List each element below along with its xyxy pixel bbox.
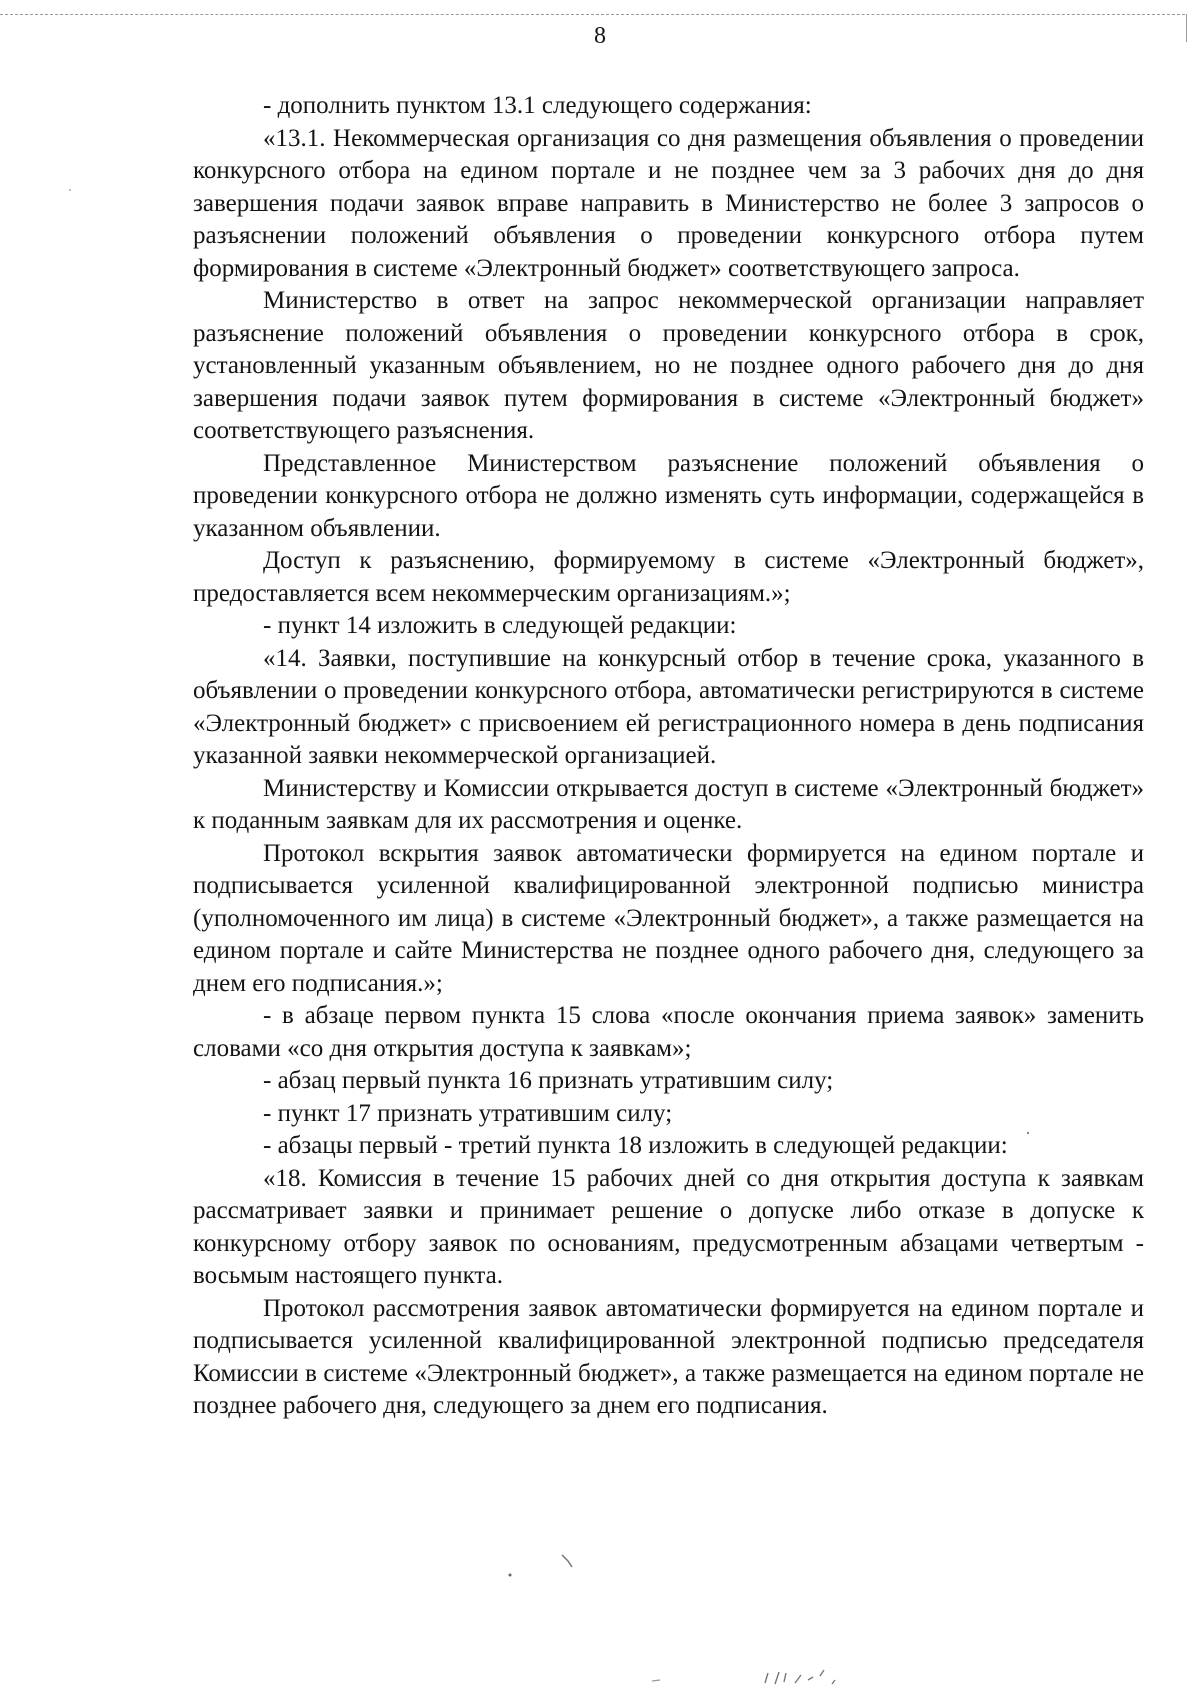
page-number: 8 [594, 23, 606, 49]
scan-top-edge [0, 14, 1185, 15]
paragraph-clarification-limits: Представленное Министерством разъяснение положений объявления о проведении конкурсного отбора не должно изменять суть информации, содержащейся в указанном объявлении. [193, 449, 1144, 542]
paragraph-item-13-1-text: «13.1. Некоммерческая организация со дня размещения объявления о проведении конкурсного отбора на едином портале и не позднее чем за 3 рабочих дня до дня завершения подачи заявок вправе направить в Министерство не более 3 запросов о разъяснении положений объявления о проведении конкурсного отбора путем формирования в системе «Электронный бюджет» соответствующего запроса. [193, 124, 1144, 282]
paragraph-opening-protocol: Протокол вскрытия заявок автоматически формируется на едином портале и подписывается усиленной квалифицированной электронной подписью министра (уполномоченного им лица) в системе «Электронный бюджет», а также размещается на едином портале и сайте Министерства не позднее одного рабочего дня, следующего за днем его подписания.»; [193, 839, 1144, 997]
paragraph-review-protocol: Протокол рассмотрения заявок автоматически формируется на едином портале и подписывается усиленной квалифицированной электронной подписью председателя Комиссии в системе «Электронный бюджет», а также размещается на едином портале не позднее рабочего дня, следующего за днем его подписания. [193, 1294, 1144, 1419]
paragraph-ministry-response: Министерство в ответ на запрос некоммерческой организации направляет разъяснение положений объявления о проведении конкурсного отбора в срок, установленный указанным объявлением, но не позднее одного рабочего дня до дня завершения подачи заявок путем формирования в системе «Электронный бюджет» соответствующего разъяснения. [193, 287, 1144, 444]
paragraph-item-17-repeal: - пункт 17 признать утратившим силу; [263, 1099, 673, 1127]
paragraph-item-15-edit: - в абзаце первом пункта 15 слова «после окончания приема заявок» заменить словами «со дня открытия доступа к заявкам»; [193, 1002, 1144, 1062]
document-body [193, 90, 1144, 1423]
paragraph-add-item-13-1: - дополнить пунктом 13.1 следующего содержания: [263, 92, 812, 119]
paragraph-item-14-text: «14. Заявки, поступившие на конкурсный отбор в течение срока, указанного в объявлении о проведении конкурсного отбора, автоматически регистрируются в системе «Электронный бюджет» с присвоением ей регистрационного номера в день подписания указанной заявки некоммерческой организацией. [193, 644, 1144, 769]
paragraph-item-16-repeal: - абзац первый пункта 16 признать утратившим силу; [263, 1067, 834, 1094]
paragraph-item-14-edit: - пункт 14 изложить в следующей редакции: [263, 612, 737, 639]
paragraph-item-18-edit: - абзацы первый - третий пункта 18 изложить в следующей редакции: [263, 1132, 1008, 1159]
paragraph-commission-access: Министерству и Комиссии открывается доступ в системе «Электронный бюджет» к поданным заявкам для их рассмотрения и оценке. [193, 774, 1144, 834]
paragraph-item-18-text: «18. Комиссия в течение 15 рабочих дней со дня открытия доступа к заявкам рассматривает заявки и принимает решение о допуске либо отказе в допуске к конкурсному отбору заявок по основаниям, предусмотренным абзацами четвертым - восьмым настоящего пункта. [193, 1164, 1144, 1289]
paragraph-clarification-access: Доступ к разъяснению, формируемому в системе «Электронный бюджет», предоставляется всем некоммерческим организациям.»; [193, 547, 1144, 607]
